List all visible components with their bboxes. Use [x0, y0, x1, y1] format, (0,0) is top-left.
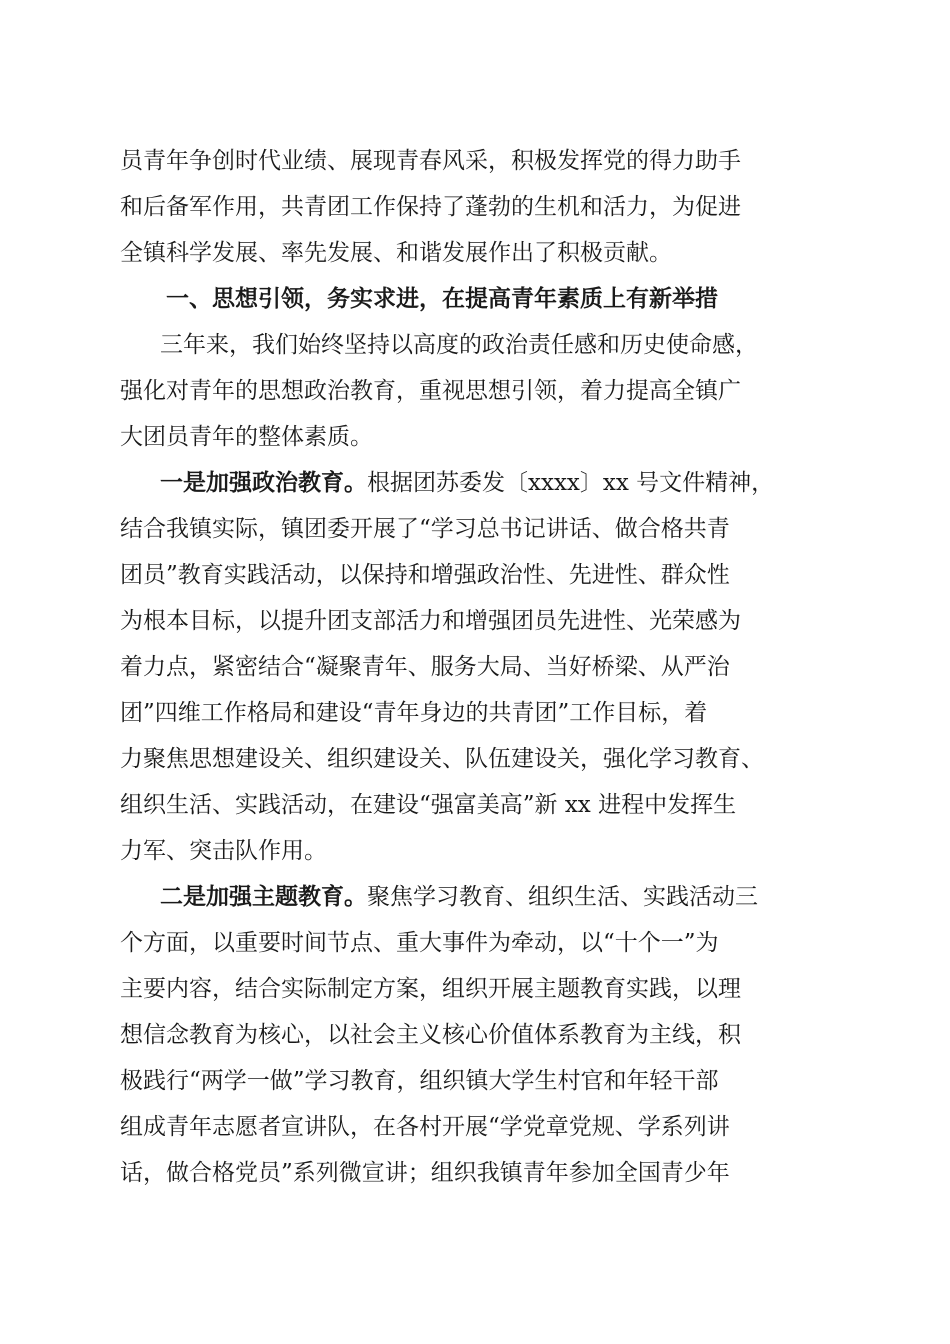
paragraph-section-summary	[120, 322, 832, 460]
paragraph-theme-education	[120, 874, 832, 1196]
text-line: 团”四维工作格局和建设“青年身边的共青团”工作目标，着	[120, 700, 708, 726]
text-fragment: 聚焦学习教育、组织生活、实践活动三	[367, 884, 758, 910]
text-line: 力军、突击队作用。	[120, 838, 327, 864]
text-line: 员青年争创时代业绩、展现青春风采，积极发挥党的得力助手	[120, 148, 741, 174]
text-line: 为根本目标，以提升团支部活力和增强团员先进性、光荣感为	[120, 608, 741, 634]
paragraph-intro-continuation	[120, 138, 832, 276]
text-line: 话，做合格党员”系列微宣讲；组织我镇青年参加全国青少年	[120, 1160, 730, 1186]
text-line: 大团员青年的整体素质。	[120, 424, 373, 450]
text-line: 团员”教育实践活动，以保持和增强政治性、先进性、群众性	[120, 562, 730, 588]
text-line: 和后备军作用，共青团工作保持了蓬勃的生机和活力，为促进	[120, 194, 741, 220]
text-line: 组织生活、实践活动，在建设“强富美高”新 xx 进程中发挥生	[120, 792, 737, 818]
paragraph-political-education	[120, 460, 832, 874]
lead-phrase-theme-education: 二是加强主题教育。	[160, 884, 367, 910]
section-heading-1: 一、思想引领，务实求进，在提高青年素质上有新举措	[166, 286, 718, 312]
text-line: 极践行“两学一做”学习教育，组织镇大学生村官和年轻干部	[120, 1068, 719, 1094]
text-line: 主要内容，结合实际制定方案，组织开展主题教育实践，以理	[120, 976, 741, 1002]
lead-phrase-political-education: 一是加强政治教育。	[160, 470, 367, 496]
text-line	[120, 460, 832, 506]
text-line: 结合我镇实际，镇团委开展了“学习总书记讲话、做合格共青	[120, 516, 730, 542]
text-fragment: 根据团苏委发〔xxxx〕xx 号文件精神，	[367, 470, 775, 496]
text-line: 强化对青年的思想政治教育，重视思想引领，着力提高全镇广	[120, 378, 741, 404]
text-line: 想信念教育为核心，以社会主义核心价值体系教育为主线，积	[120, 1022, 741, 1048]
text-line: 着力点，紧密结合“凝聚青年、服务大局、当好桥梁、从严治	[120, 654, 730, 680]
text-line: 个方面，以重要时间节点、重大事件为牵动，以“十个一”为	[120, 930, 719, 956]
text-line: 三年来，我们始终坚持以高度的政治责任感和历史使命感，	[160, 332, 758, 358]
text-line: 全镇科学发展、率先发展、和谐发展作出了积极贡献。	[120, 240, 672, 266]
text-line: 组成青年志愿者宣讲队，在各村开展“学党章党规、学系列讲	[120, 1114, 730, 1140]
document-body	[120, 138, 832, 1196]
text-line	[120, 874, 832, 920]
text-line: 力聚焦思想建设关、组织建设关、队伍建设关，强化学习教育、	[120, 746, 764, 772]
